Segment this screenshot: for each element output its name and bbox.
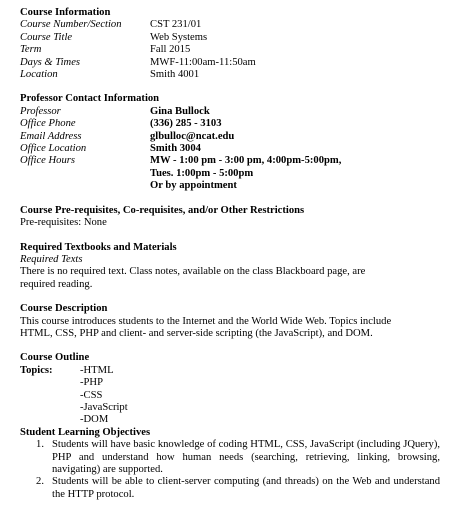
- prerequisites-heading: Course Pre-requisites, Co-requisites, and/or Other Restrictions: [20, 204, 305, 216]
- objective-item: [20, 476, 460, 501]
- topic-item: -DOM: [80, 414, 109, 426]
- days-times-row: [20, 57, 460, 69]
- professor-label: Professor: [20, 105, 61, 117]
- term-value: Fall 2015: [150, 44, 191, 56]
- objective-number: 2.: [36, 476, 44, 488]
- course-outline-heading: Course Outline: [20, 352, 90, 364]
- objective-number: 1.: [36, 439, 44, 451]
- textbooks-text: There is no required text. Class notes, available on the class Blackboard page, are required reading.: [20, 266, 366, 290]
- office-location-row: [20, 143, 460, 155]
- learning-objectives-heading: Student Learning Objectives: [20, 426, 151, 438]
- office-hours-label: Office Hours: [20, 155, 76, 167]
- office-phone-label: Office Phone: [20, 118, 76, 130]
- email-label: Email Address: [20, 130, 82, 142]
- location-value: Smith 4001: [150, 69, 200, 81]
- course-description-heading: Course Description: [20, 303, 108, 315]
- office-phone-row: [20, 118, 460, 130]
- office-hours-value: MW - 1:00 pm - 3:00 pm, 4:00pm-5:00pm,: [150, 155, 342, 167]
- term-row: [20, 44, 460, 56]
- spacer: [20, 81, 460, 93]
- topic-item: -JavaScript: [80, 401, 128, 413]
- prerequisites-section: [20, 205, 460, 230]
- course-information-section: [20, 7, 460, 81]
- office-hours-appointment: Or by appointment: [150, 180, 237, 192]
- textbooks-heading: Required Textbooks and Materials: [20, 241, 177, 253]
- topics-block: [20, 365, 460, 427]
- spacer: [20, 193, 460, 205]
- professor-contact-section: [20, 93, 460, 192]
- topic-item: -PHP: [80, 377, 103, 389]
- location-row: [20, 69, 460, 81]
- office-hours-tuesday: Tues. 1:00pm - 5:00pm: [150, 167, 254, 179]
- textbooks-section: [20, 242, 460, 292]
- location-label: Location: [20, 69, 58, 81]
- course-number-label: Course Number/Section: [20, 19, 122, 31]
- professor-contact-heading: Professor Contact Information: [20, 93, 160, 105]
- topic-item: -HTML: [80, 364, 114, 376]
- course-number-row: [20, 19, 460, 31]
- spacer: [20, 340, 460, 352]
- email-row: [20, 131, 460, 143]
- prerequisites-text: Pre-requisites: None: [20, 217, 107, 229]
- objective-text: Students will be able to client-server computing (and threads) on the Web and understand the HTTP protocol.: [52, 476, 440, 500]
- syllabus-document: [20, 7, 460, 501]
- topics-list: [80, 365, 460, 427]
- objectives-list: [20, 439, 460, 501]
- office-hours-row: [20, 155, 460, 167]
- course-information-heading: Course Information: [20, 7, 111, 18]
- term-label: Term: [20, 44, 42, 56]
- office-location-label: Office Location: [20, 143, 87, 155]
- office-location-value: Smith 3004: [150, 143, 201, 155]
- course-title-label: Course Title: [20, 31, 73, 43]
- professor-value: Gina Bullock: [150, 105, 210, 117]
- office-phone-value: (336) 285 - 3103: [150, 118, 222, 130]
- course-title-value: Web Systems: [150, 31, 208, 43]
- course-description-section: [20, 303, 460, 340]
- topics-label: Topics:: [20, 364, 53, 376]
- email-value: glbulloc@ncat.edu: [150, 130, 235, 142]
- course-title-row: [20, 32, 460, 44]
- course-outline-section: [20, 352, 460, 426]
- days-times-label: Days & Times: [20, 56, 81, 68]
- professor-row: [20, 106, 460, 118]
- spacer: [20, 230, 460, 242]
- learning-objectives-section: [20, 427, 460, 501]
- objective-text: Students will have basic knowledge of coding HTML, CSS, JavaScript (including JQuery), PHP and understand how human needs (searching, retrieving, linking, browsing, navigating) are supported.: [52, 439, 440, 475]
- spacer: [20, 291, 460, 303]
- required-texts-subheading: Required Texts: [20, 253, 83, 265]
- days-times-value: MWF-11:00am-11:50am: [150, 56, 256, 68]
- course-number-value: CST 231/01: [150, 19, 202, 31]
- objective-item: [20, 439, 460, 476]
- course-description-text: This course introduces students to the Internet and the World Wide Web. Topics include HTML, CSS, PHP and client- and server-side scripting (the JavaScript), and DOM.: [20, 315, 392, 339]
- topic-item: -CSS: [80, 389, 103, 401]
